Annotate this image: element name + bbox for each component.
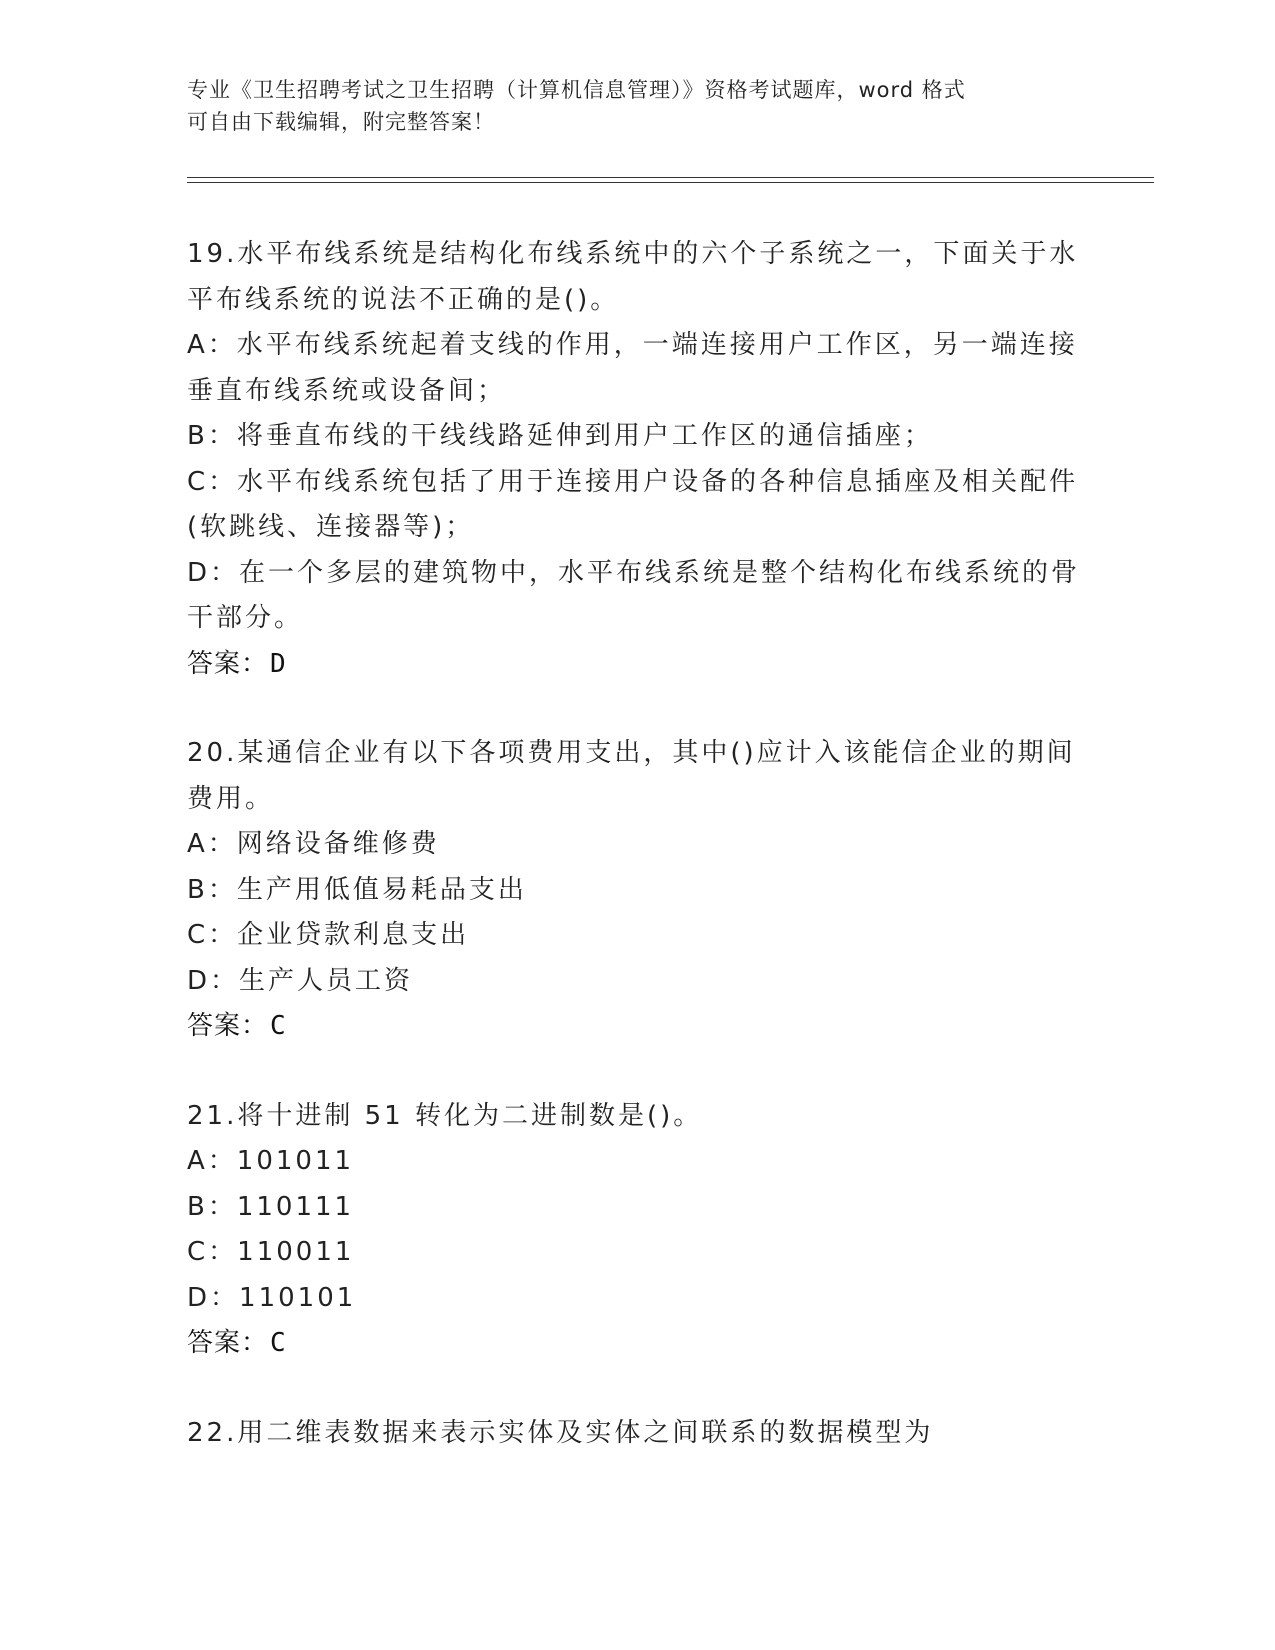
- option-b: B：将垂直布线的干线线路延伸到用户工作区的通信插座；: [187, 421, 933, 451]
- option-c: (软跳线、连接器等)；: [187, 512, 475, 542]
- answer: [187, 642, 1087, 688]
- option-d: 干部分。: [187, 603, 304, 633]
- option-a: A：101011: [187, 1146, 355, 1176]
- answer: [187, 1321, 1087, 1367]
- option-c: C：水平布线系统包括了用于连接用户设备的各种信息插座及相关配件: [187, 466, 1079, 497]
- option-c: C：110011: [187, 1237, 355, 1267]
- answer: [187, 1004, 1087, 1050]
- option-a: A：网络设备维修费: [187, 829, 440, 859]
- question-stem: 费用。: [187, 783, 275, 814]
- question-stem: 20.某通信企业有以下各项费用支出，其中()应计入该能信企业的期间: [187, 738, 1076, 768]
- header-divider-top: [187, 177, 1154, 178]
- option-d: D：生产人员工资: [187, 965, 414, 996]
- answer-value: D: [270, 648, 287, 679]
- question-20: [187, 731, 1087, 1050]
- option-a: A：水平布线系统起着支线的作用，一端连接用户工作区，另一端连接: [187, 330, 1078, 360]
- answer-label: 答案：: [187, 1011, 269, 1041]
- header-line: 专业《卫生招聘考试之卫生招聘（计算机信息管理）》资格考试题库，word 格式: [187, 78, 966, 102]
- option-b: B：生产用低值易耗品支出: [187, 874, 527, 905]
- option-d: D：在一个多层的建筑物中，水平布线系统是整个结构化布线系统的骨: [187, 557, 1081, 588]
- answer-value: C: [270, 1011, 287, 1041]
- question-list: [187, 232, 1087, 1500]
- answer-label: 答案：: [187, 1328, 269, 1358]
- document-header: [187, 74, 1067, 138]
- header-line: 可自由下载编辑，附完整答案！: [187, 110, 495, 134]
- option-b: B：110111: [187, 1191, 355, 1222]
- option-d: D：110101: [187, 1282, 357, 1313]
- question-19: [187, 232, 1087, 687]
- question-22: [187, 1411, 1087, 1457]
- header-divider-bottom: [187, 182, 1154, 183]
- answer-value: C: [270, 1328, 287, 1358]
- question-21: [187, 1094, 1087, 1367]
- option-a: 垂直布线系统或设备间；: [187, 375, 507, 406]
- question-stem: 22.用二维表数据来表示实体及实体之间联系的数据模型为: [187, 1417, 934, 1448]
- option-c: C：企业贷款利息支出: [187, 920, 470, 950]
- question-stem: 平布线系统的说法不正确的是()。: [187, 284, 620, 315]
- answer-label: 答案：: [187, 648, 269, 679]
- question-stem: 21.将十进制 51 转化为二进制数是()。: [187, 1100, 703, 1131]
- question-stem: 19.水平布线系统是结构化布线系统中的六个子系统之一，下面关于水: [187, 239, 1079, 269]
